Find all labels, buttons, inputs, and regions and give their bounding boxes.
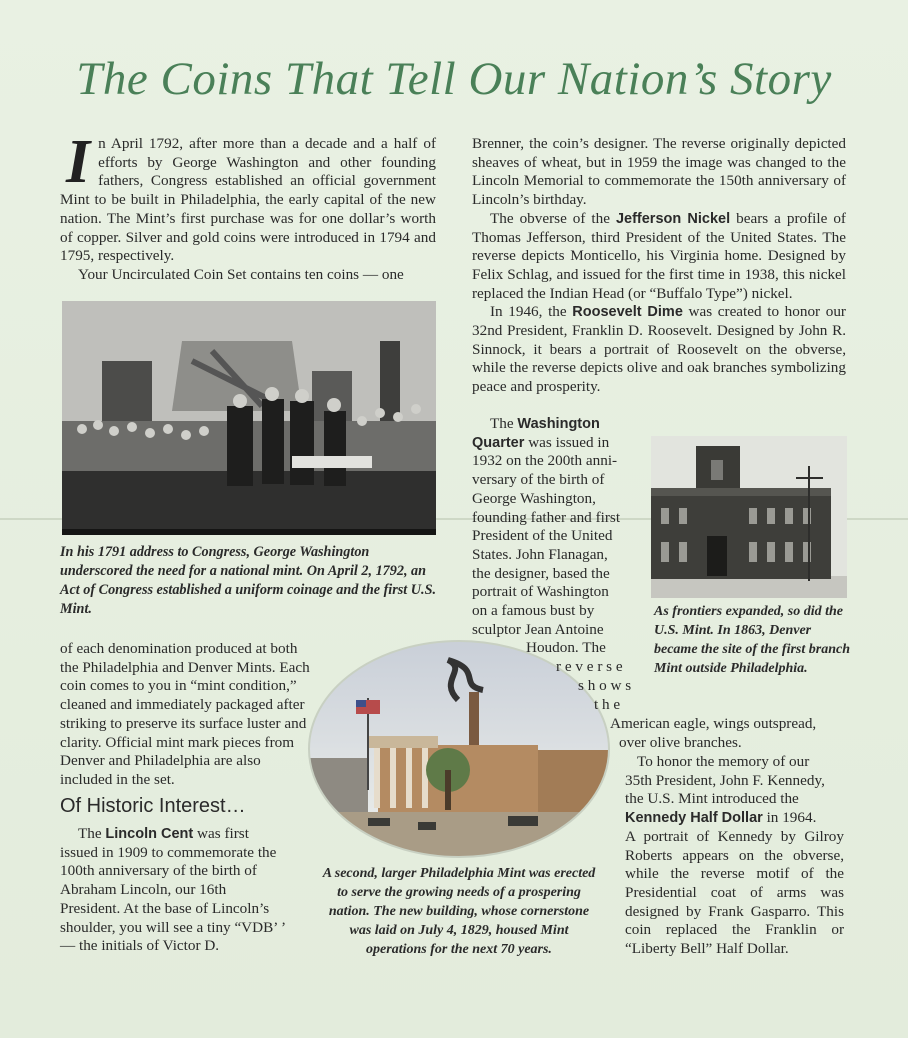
roosevelt-dime-paragraph: In 1946, the Roosevelt Dime was created to honor our 32nd President, Franklin D. Roosevelt. Designed by John R. Sinnock, it bears a portrait of Roosevelt on the obverse, while the reverse depicts olive and oak branches symbolizing peace and prosperity. (472, 303, 846, 396)
caption-congress: In his 1791 address to Congress, George Washington underscored the need for a national mint. On April 2, 1792, an Act of Congress established a uniform coinage and the first U.S. Mint. (60, 544, 437, 617)
washington-wrap-4: t h e (594, 696, 621, 713)
washington-wrap-5: American eagle, wings outspread, (610, 715, 817, 732)
caption-denver-mint: As frontiers expanded, so did the U.S. Mint. In 1863, Denver became the site of the first branch Mint outside Philadelphia. (654, 604, 850, 676)
lincoln-cent-paragraph: The Lincoln Cent was first issued in 1909 to commemorate the 100th anniversary of the birth of Abraham Lincoln, our 16th President. At the base of Lincoln’s shoulder, you will see a tiny “VDB’ ’ — the initials of Victor D. (60, 825, 285, 955)
washington-wrap-2: r e v e r s e (556, 658, 623, 675)
washington-quarter-name: Washington (517, 416, 600, 432)
intro-text (60, 128, 436, 285)
washington-wrap-1: Houdon. The (526, 639, 606, 656)
jefferson-nickel-name: Jefferson Nickel (615, 210, 731, 227)
col2-text (472, 135, 846, 397)
page-title: The Coins That Tell Our Nation’s Story (76, 53, 832, 105)
jefferson-nickel-paragraph: The obverse of the Jefferson Nickel bears a profile of Thomas Jefferson, third President of the United States. The reverse depicts Monticello, his Virginia home. Designed by Felix Schlag, and issued for the first time in 1938, this nickel replaced the Indian Head (or “Buffalo Type”) nickel. (472, 209, 846, 302)
denver-mint-photo (651, 436, 847, 598)
kennedy-half-dollar-paragraph: To honor the memory of our 35th President, John F. Kennedy, the U.S. Mint introduced the Kennedy Half Dollar in 1964. A portrait of Kennedy by Gilroy Roberts appears on the obverse, while the reverse motif of the Presidential coat of arms was designed by Frank Gasparro. This coin replaced the Franklin or “Liberty Bell” Half Dollar. (625, 753, 844, 958)
washington-wrap-6: over olive branches. (619, 734, 742, 751)
drop-cap: I (66, 128, 91, 196)
washington-quarter-paragraph: The Washington Quarter was issued in 1932 on the 200th anni- versary of the birth of George Washington, founding father and first President of the United States. John Flanagan, the designer, based the portrait of Washington on a famous bust by sculptor Jean Antoine (472, 415, 621, 638)
lincoln-continued: Brenner, the coin’s designer. The reverse originally depicted sheaves of wheat, but in 1959 the image was changed to the Lincoln Memorial to commemorate the 150th anniversary of Lincoln’s birthday. (472, 135, 846, 209)
kennedy-half-dollar-name: Kennedy Half Dollar (625, 810, 763, 827)
roosevelt-dime-name: Roosevelt Dime (572, 304, 683, 321)
intro-paragraph-1: n April 1792, after more than a decade and a half of efforts by George Washington and other founding fathers, Congress established an official government Mint to be built in Philadelphia, the early capital of the new nation. The Mint’s first purchase was for one dollar’s worth of copper. Silver and gold coins were introduced in 1794 and 1795, respectively. (60, 135, 436, 265)
caption-philadelphia-mint: A second, larger Philadelphia Mint was erected to serve the growing needs of a prospering nation. The new building, whose cornerstone was laid on July 4, 1829, housed Mint operations for the next 70 years. (322, 866, 596, 957)
intro-paragraph-2: Your Uncirculated Coin Set contains ten coins — one (78, 265, 404, 283)
lincoln-cent-name: Lincoln Cent (105, 826, 194, 842)
col1-continuation: of each denomination produced at both the Philadelphia and Denver Mints. Each coin comes to you in “mint condition,” cleaned and immediately packaged after striking to preserve its surface luster and clarity. Official mint mark pieces from Denver and Philadelphia are also included in the set. (60, 640, 310, 788)
congress-painting-image (62, 301, 436, 535)
subhead-historic-interest: Of Historic Interest… (60, 795, 246, 817)
washington-wrap-3: s h o w s (578, 677, 632, 694)
